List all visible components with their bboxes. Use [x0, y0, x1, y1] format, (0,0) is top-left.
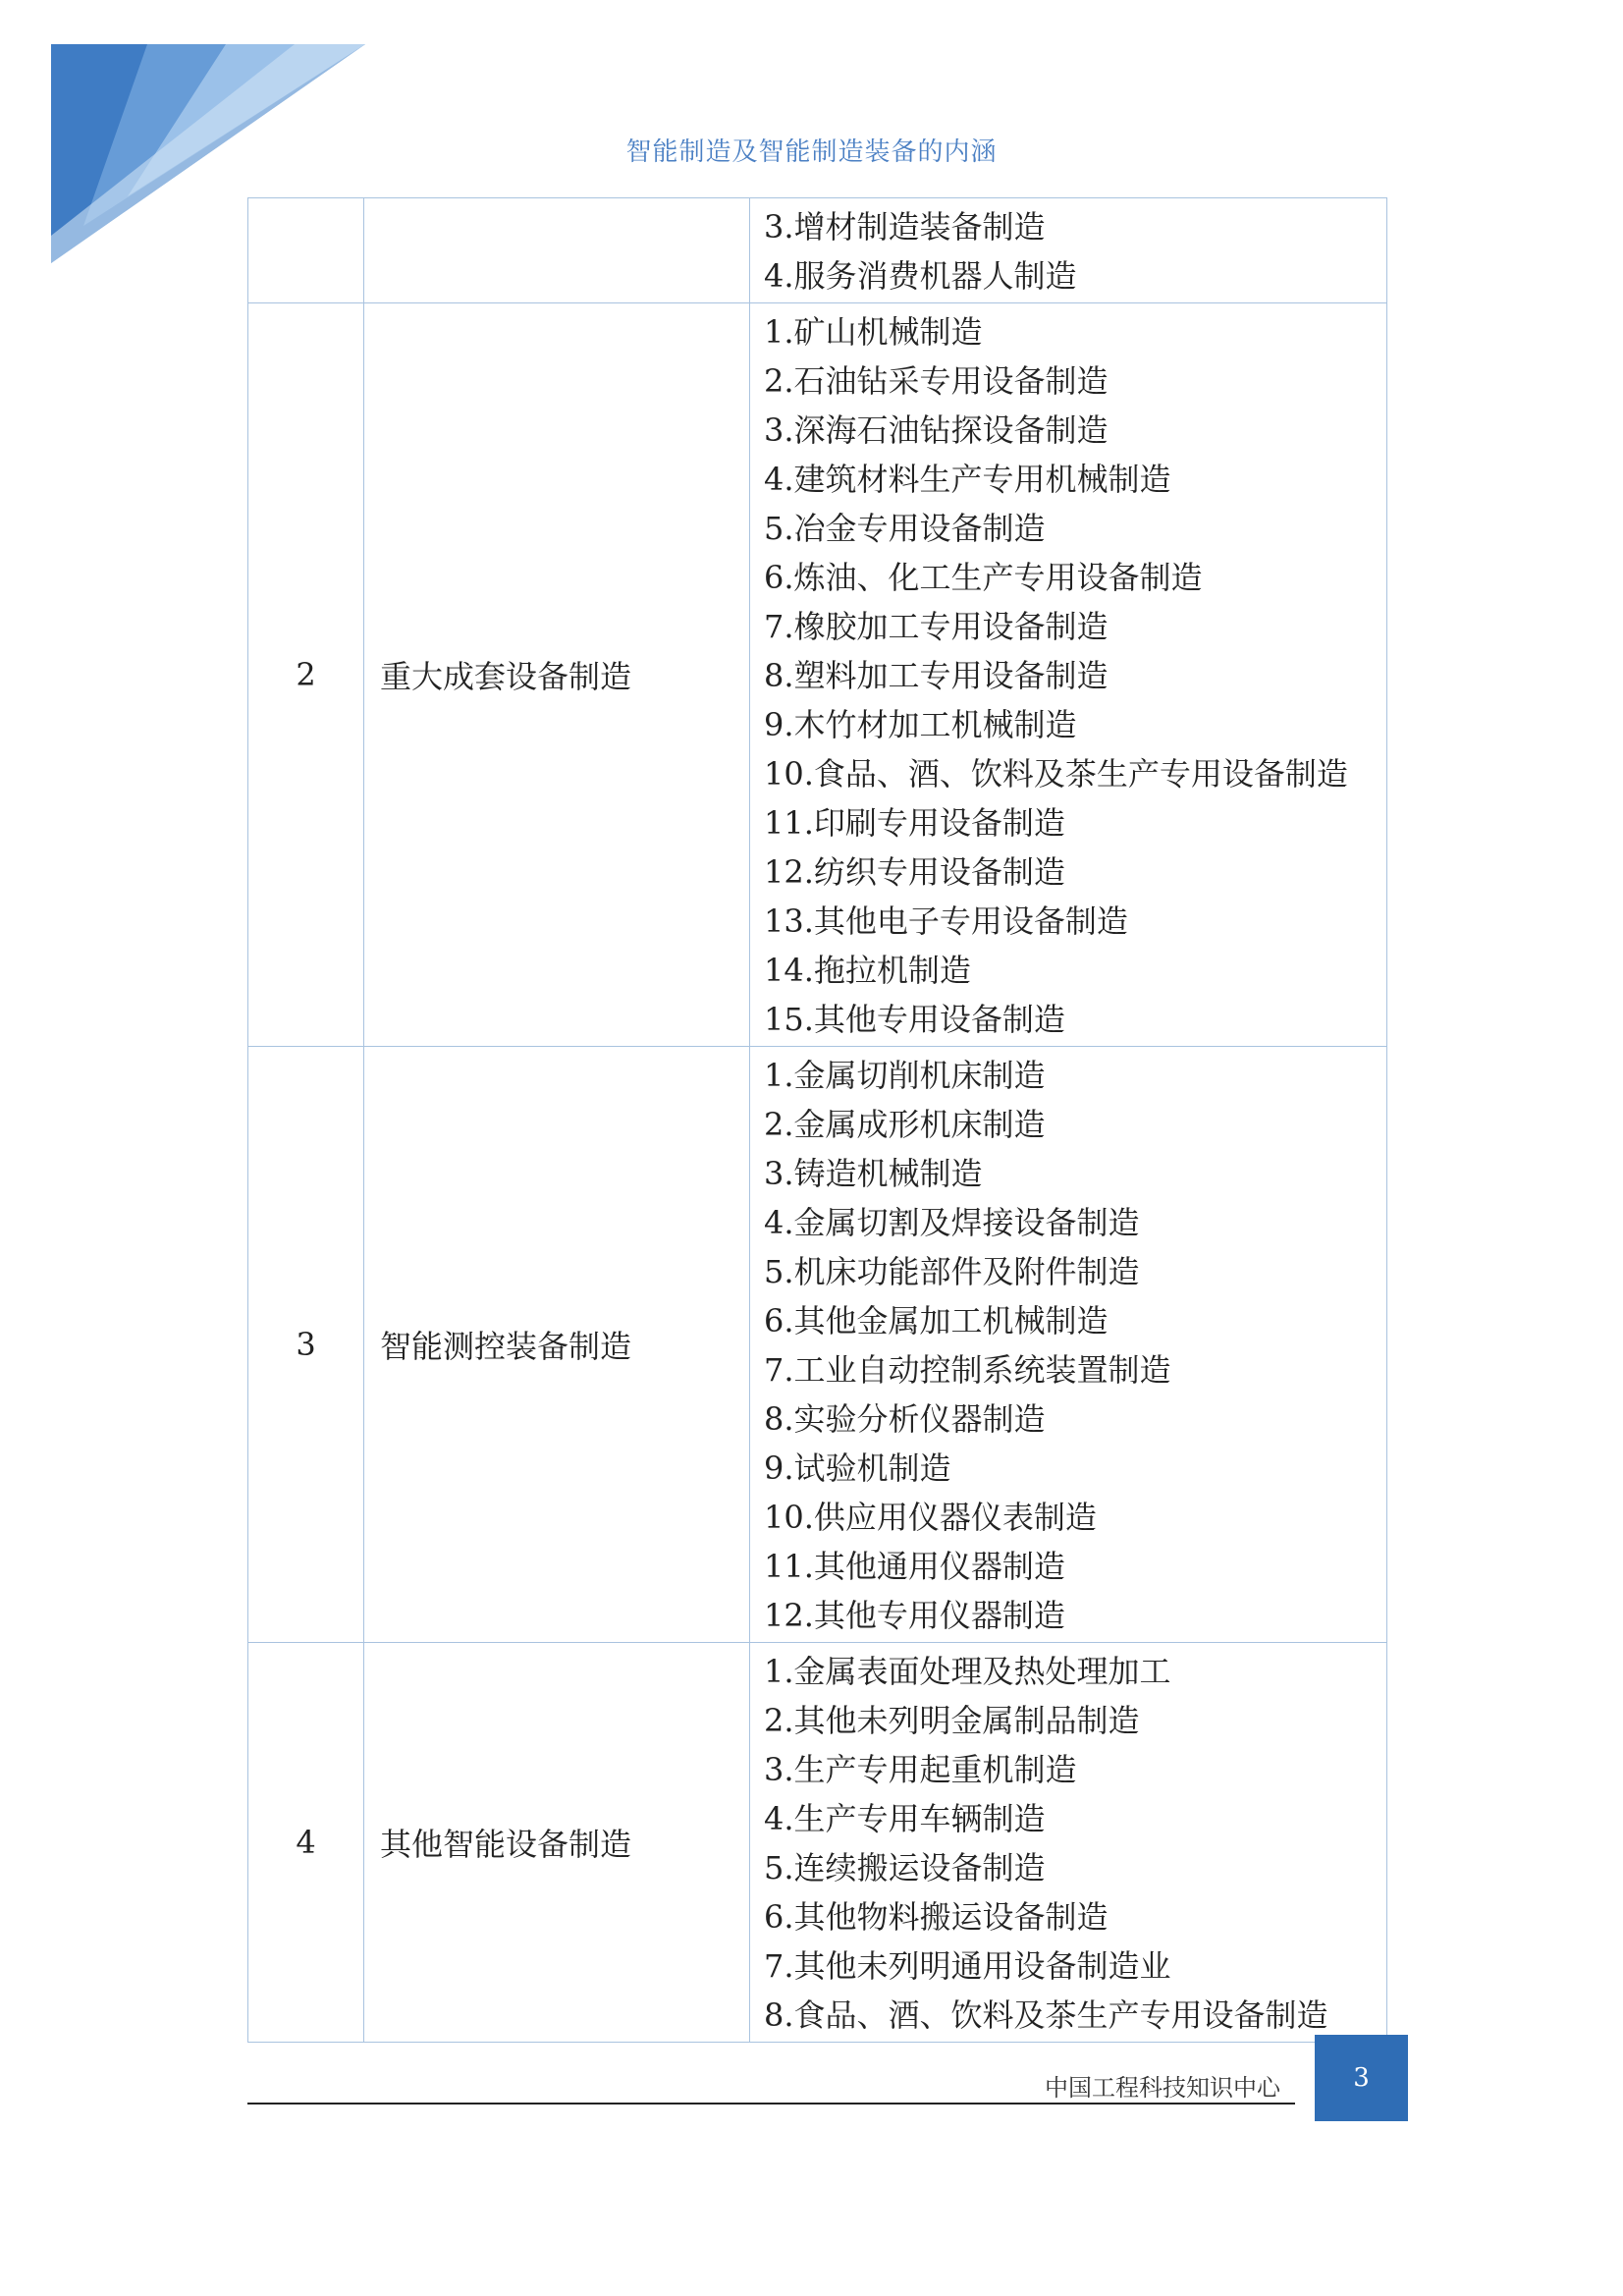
- table-row: [248, 198, 1387, 303]
- list-item: 11.印刷专用设备制造: [764, 804, 1065, 842]
- list-item: 9.试验机制造: [764, 1449, 951, 1487]
- list-item: 9.木竹材加工机械制造: [764, 706, 1077, 743]
- category-cell: 其他智能设备制造: [364, 1643, 750, 2043]
- list-item: 1.金属表面处理及热处理加工: [764, 1653, 1171, 1690]
- row-number: 2: [248, 303, 364, 1047]
- list-item: 12.其他专用仪器制造: [764, 1597, 1065, 1634]
- list-item: 8.塑料加工专用设备制造: [764, 657, 1109, 694]
- classification-table: [247, 197, 1387, 2043]
- footer-rule: [247, 2103, 1295, 2105]
- list-item: 5.机床功能部件及附件制造: [764, 1253, 1140, 1290]
- list-item: 4.建筑材料生产专用机械制造: [764, 461, 1171, 498]
- list-item: 8.实验分析仪器制造: [764, 1400, 1046, 1438]
- list-item: 11.其他通用仪器制造: [764, 1548, 1065, 1585]
- table-row: [248, 303, 1387, 1047]
- list-item: 12.纺织专用设备制造: [764, 853, 1065, 891]
- list-item: 4.生产专用车辆制造: [764, 1800, 1046, 1837]
- category-cell: [364, 198, 750, 303]
- row-number: 4: [248, 1643, 364, 2043]
- list-item: 7.工业自动控制系统装置制造: [764, 1351, 1171, 1389]
- list-item: 8.食品、酒、饮料及茶生产专用设备制造: [764, 1996, 1328, 2034]
- list-item: 13.其他电子专用设备制造: [764, 902, 1128, 940]
- items-cell: [750, 303, 1387, 1047]
- list-item: 10.供应用仪器仪表制造: [764, 1499, 1097, 1536]
- list-item: 5.连续搬运设备制造: [764, 1849, 1046, 1886]
- list-item: 1.矿山机械制造: [764, 313, 983, 351]
- list-item: 5.冶金专用设备制造: [764, 510, 1046, 547]
- list-item: 6.炼油、化工生产专用设备制造: [764, 559, 1203, 596]
- list-item: 7.橡胶加工专用设备制造: [764, 608, 1109, 645]
- list-item: 3.深海石油钻探设备制造: [764, 411, 1109, 449]
- list-item: 3.铸造机械制造: [764, 1155, 983, 1192]
- list-item: 3.生产专用起重机制造: [764, 1751, 1077, 1788]
- list-item: 7.其他未列明通用设备制造业: [764, 1947, 1171, 1985]
- items-cell: [750, 1047, 1387, 1643]
- items-cell: [750, 1643, 1387, 2043]
- list-item: 2.金属成形机床制造: [764, 1106, 1046, 1143]
- table-row: [248, 1643, 1387, 2043]
- list-item: 2.其他未列明金属制品制造: [764, 1702, 1140, 1739]
- items-cell: [750, 198, 1387, 303]
- list-item: 4.服务消费机器人制造: [764, 257, 1077, 295]
- list-item: 6.其他物料搬运设备制造: [764, 1898, 1109, 1936]
- category-cell: 智能测控装备制造: [364, 1047, 750, 1643]
- list-item: 1.金属切削机床制造: [764, 1057, 1046, 1094]
- list-item: 2.石油钻采专用设备制造: [764, 362, 1109, 400]
- running-header: 智能制造及智能制造装备的内涵: [625, 137, 998, 167]
- table-row: [248, 1047, 1387, 1643]
- list-item: 6.其他金属加工机械制造: [764, 1302, 1109, 1339]
- row-number: [248, 198, 364, 303]
- list-item: 14.拖拉机制造: [764, 952, 971, 989]
- row-number: 3: [248, 1047, 364, 1643]
- category-cell: 重大成套设备制造: [364, 303, 750, 1047]
- page-number: 3: [1315, 2035, 1408, 2121]
- list-item: 15.其他专用设备制造: [764, 1001, 1065, 1038]
- list-item: 10.食品、酒、饮料及茶生产专用设备制造: [764, 755, 1348, 793]
- footer-publisher: 中国工程科技知识中心: [1045, 2074, 1280, 2102]
- list-item: 3.增材制造装备制造: [764, 208, 1046, 246]
- list-item: 4.金属切割及焊接设备制造: [764, 1204, 1140, 1241]
